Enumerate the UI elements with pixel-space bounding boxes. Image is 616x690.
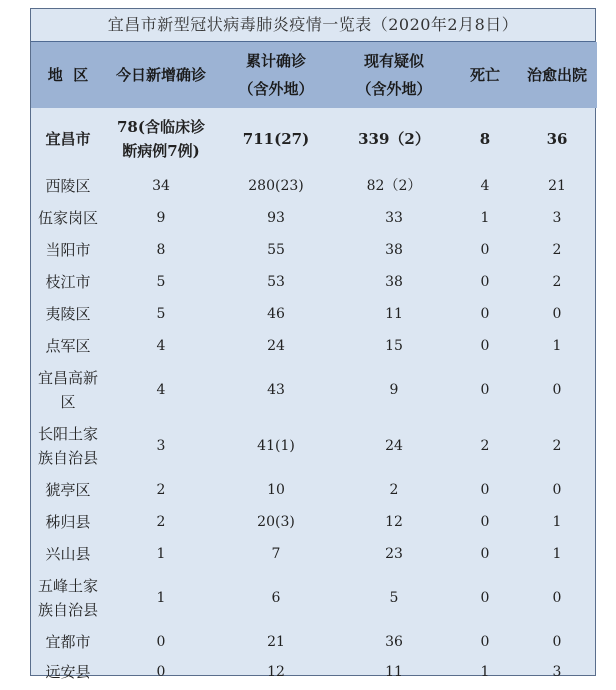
deaths-cell: 0: [480, 274, 490, 290]
suspected-cell: 15: [385, 338, 403, 354]
new-today-cell: 1: [156, 590, 166, 606]
suspected-cell: 12: [385, 514, 403, 530]
deaths-cell: 1: [480, 664, 490, 680]
summary-deaths: 8: [479, 130, 491, 148]
suspected-cell: 33: [385, 210, 403, 226]
region-cell: 伍家岗区: [37, 209, 98, 227]
summary-recovered: 36: [546, 130, 568, 148]
cumulative-cell: 55: [267, 242, 285, 258]
header-suspected-line1: 现有疑似: [363, 52, 424, 70]
header-row: [31, 42, 597, 108]
new-today-cell: 34: [152, 178, 170, 194]
deaths-cell: 0: [480, 514, 490, 530]
deaths-cell: 0: [480, 634, 490, 650]
recovered-cell: 3: [552, 664, 562, 680]
summary-row: [31, 108, 597, 170]
recovered-cell: 1: [552, 514, 562, 530]
suspected-cell: 82（2）: [366, 178, 422, 194]
header-suspected-line2: （含外地）: [356, 80, 432, 98]
cumulative-cell: 53: [267, 274, 285, 290]
new-today-cell: 2: [156, 482, 166, 498]
region-cell: 当阳市: [45, 241, 91, 259]
cumulative-cell: 46: [267, 306, 285, 322]
header-cumulative-line2: （含外地）: [238, 80, 314, 98]
deaths-cell: 2: [480, 438, 490, 454]
cumulative-cell: 21: [267, 634, 285, 650]
new-today-cell: 8: [156, 242, 166, 258]
region-cell: 点军区: [45, 337, 91, 355]
new-today-cell: 5: [156, 306, 166, 322]
table-row: [31, 418, 597, 474]
new-today-cell: 1: [156, 546, 166, 562]
suspected-cell: 2: [389, 482, 399, 498]
region-cell: 宜都市: [45, 633, 91, 651]
region-cell: 夷陵区: [45, 305, 91, 323]
table-row: [31, 266, 597, 298]
new-today-cell: 0: [156, 664, 166, 680]
suspected-cell: 36: [385, 634, 403, 650]
header-recovered: 治愈出院: [526, 66, 587, 84]
table-row: [31, 626, 597, 658]
epidemic-table: [31, 42, 597, 690]
deaths-cell: 4: [480, 178, 490, 194]
header-deaths: 死亡: [469, 66, 500, 84]
suspected-cell: 38: [385, 274, 403, 290]
cumulative-cell: 6: [271, 590, 281, 606]
header-cumulative: [217, 42, 335, 108]
recovered-cell: 1: [552, 338, 562, 354]
recovered-cell: 2: [552, 438, 562, 454]
recovered-cell: 21: [548, 178, 566, 194]
suspected-cell: 24: [385, 438, 403, 454]
new-today-cell: 4: [156, 382, 166, 398]
summary-new-today: 78(含临床诊断病例7例): [117, 118, 205, 160]
deaths-cell: 0: [480, 590, 490, 606]
recovered-cell: 2: [552, 242, 562, 258]
cumulative-cell: 20(3): [257, 514, 295, 530]
recovered-cell: 0: [552, 482, 562, 498]
region-cell: 宜昌高新区: [37, 369, 98, 411]
table-row: [31, 658, 597, 690]
new-today-cell: 3: [156, 438, 166, 454]
cumulative-cell: 10: [267, 482, 285, 498]
table-row: [31, 298, 597, 330]
recovered-cell: 0: [552, 382, 562, 398]
summary-suspected: 339（2）: [358, 130, 430, 148]
table-row: [31, 170, 597, 202]
new-today-cell: 0: [156, 634, 166, 650]
region-cell: 远安县: [45, 663, 91, 681]
deaths-cell: 0: [480, 482, 490, 498]
deaths-cell: 1: [480, 210, 490, 226]
suspected-cell: 5: [389, 590, 399, 606]
deaths-cell: 0: [480, 338, 490, 354]
recovered-cell: 0: [552, 306, 562, 322]
region-cell: 秭归县: [45, 513, 91, 531]
region-cell: 西陵区: [45, 177, 91, 195]
suspected-cell: 9: [389, 382, 399, 398]
table-body: [31, 108, 597, 690]
recovered-cell: 0: [552, 634, 562, 650]
summary-region: 宜昌市: [45, 130, 91, 148]
table-row: [31, 538, 597, 570]
recovered-cell: 0: [552, 590, 562, 606]
header-new-today: 今日新增确诊: [115, 66, 206, 84]
new-today-cell: 9: [156, 210, 166, 226]
cumulative-cell: 280(23): [248, 178, 304, 194]
table-row: [31, 474, 597, 506]
table-row: [31, 330, 597, 362]
cumulative-cell: 41(1): [257, 438, 295, 454]
new-today-cell: 2: [156, 514, 166, 530]
epidemic-table-sheet: [30, 8, 596, 681]
region-cell: 猇亭区: [45, 481, 91, 499]
recovered-cell: 3: [552, 210, 562, 226]
suspected-cell: 38: [385, 242, 403, 258]
table-row: [31, 202, 597, 234]
new-today-cell: 4: [156, 338, 166, 354]
suspected-cell: 11: [385, 664, 403, 680]
cumulative-cell: 93: [267, 210, 285, 226]
summary-cumulative: 711(27): [242, 130, 310, 148]
header-region: 地 区: [47, 66, 89, 84]
cumulative-cell: 24: [267, 338, 285, 354]
region-cell: 兴山县: [45, 545, 91, 563]
table-row: [31, 234, 597, 266]
cumulative-cell: 43: [267, 382, 285, 398]
header-cumulative-line1: 累计确诊: [245, 52, 306, 70]
new-today-cell: 5: [156, 274, 166, 290]
table-row: [31, 506, 597, 538]
region-cell: 五峰土家族自治县: [37, 577, 98, 619]
cumulative-cell: 12: [267, 664, 285, 680]
region-cell: 长阳土家族自治县: [37, 425, 98, 467]
deaths-cell: 0: [480, 546, 490, 562]
deaths-cell: 0: [480, 306, 490, 322]
header-suspected: [335, 42, 453, 108]
suspected-cell: 11: [385, 306, 403, 322]
table-row: [31, 362, 597, 418]
table-row: [31, 570, 597, 626]
recovered-cell: 1: [552, 546, 562, 562]
cumulative-cell: 7: [271, 546, 281, 562]
recovered-cell: 2: [552, 274, 562, 290]
deaths-cell: 0: [480, 242, 490, 258]
suspected-cell: 23: [385, 546, 403, 562]
table-title: 宜昌市新型冠状病毒肺炎疫情一览表（2020年2月8日）: [31, 9, 595, 42]
deaths-cell: 0: [480, 382, 490, 398]
region-cell: 枝江市: [45, 273, 91, 291]
